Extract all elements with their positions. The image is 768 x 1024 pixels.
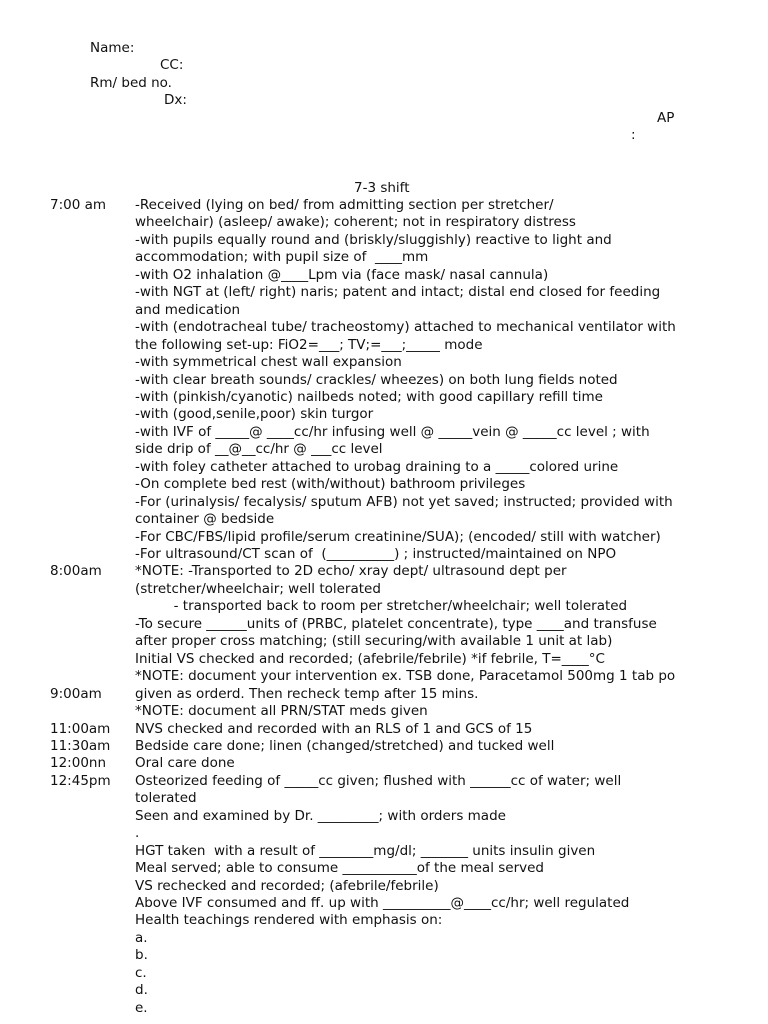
note-line: d. xyxy=(135,982,148,999)
note-line: Oral care done xyxy=(135,755,235,772)
note-line: side drip of __@__cc/hr @ ___cc level xyxy=(135,441,383,458)
room-bed-label: Rm/ bed no. xyxy=(90,75,172,91)
note-line: Osteorized feeding of _____cc given; flushed with ______cc of water; well xyxy=(135,772,622,789)
note-line: -with NGT at (left/ right) naris; patent and intact; distal end closed for feeding xyxy=(135,284,661,301)
note-line: b. xyxy=(135,947,148,964)
cc-label: CC: xyxy=(160,57,184,73)
note-line: -with O2 inhalation @____Lpm via (face mask/ nasal cannula) xyxy=(135,266,549,283)
note-line: -with symmetrical chest wall expansion xyxy=(135,354,402,371)
note-line: container @ bedside xyxy=(135,511,275,528)
note-line: Seen and examined by Dr. _________; with orders made xyxy=(135,807,506,824)
note-line: -To secure ______units of (PRBC, platelet concentrate), type ____and transfuse xyxy=(135,615,657,632)
time-label: 9:00am xyxy=(50,685,102,702)
note-line: -with (endotracheal tube/ tracheostomy) attached to mechanical ventilator with xyxy=(135,319,676,336)
note-line: -On complete bed rest (with/without) bathroom privileges xyxy=(135,476,526,493)
time-label: 8:00am xyxy=(50,563,102,580)
note-line: Initial VS checked and recorded; (afebrile/febrile) *if febrile, T=____°C xyxy=(135,650,605,667)
time-label: 12:45pm xyxy=(50,772,111,789)
shift-title: 7-3 shift xyxy=(354,180,410,196)
note-line: Health teachings rendered with emphasis on: xyxy=(135,912,443,929)
ap-label: AP xyxy=(657,110,675,126)
note-line: -with foley catheter attached to urobag draining to a _____colored urine xyxy=(135,458,619,475)
note-line: -with clear breath sounds/ crackles/ wheezes) on both lung fields noted xyxy=(135,371,618,388)
note-line: and medication xyxy=(135,301,241,318)
note-line: (stretcher/wheelchair; well tolerated xyxy=(135,580,381,597)
note-line: e. xyxy=(135,999,148,1016)
note-line: -For (urinalysis/ fecalysis/ sputum AFB) not yet saved; instructed; provided with xyxy=(135,493,673,510)
note-line: -with (pinkish/cyanotic) nailbeds noted; with good capillary refill time xyxy=(135,388,603,405)
note-line: after proper cross matching; (still securing/with available 1 unit at lab) xyxy=(135,633,613,650)
name-label: Name: xyxy=(90,40,135,56)
note-line: c. xyxy=(135,964,147,981)
time-label: 12:00nn xyxy=(50,755,107,772)
note-line: given as orderd. Then recheck temp after 15 mins. xyxy=(135,685,479,702)
note-line: *NOTE: document all PRN/STAT meds given xyxy=(135,703,428,720)
time-label: 11:00am xyxy=(50,720,111,737)
time-label: 7:00 am xyxy=(50,197,107,213)
note-line: -with IVF of _____@ ____cc/hr infusing well @ _____vein @ _____cc level ; with xyxy=(135,423,650,440)
note-line: a. xyxy=(135,929,148,946)
note-line: accommodation; with pupil size of ____mm xyxy=(135,249,429,266)
note-line: *NOTE: document your intervention ex. TSB done, Paracetamol 500mg 1 tab po xyxy=(135,668,676,685)
note-line: tolerated xyxy=(135,790,197,807)
note-line: Meal served; able to consume ___________of the meal served xyxy=(135,860,544,877)
note-line: VS rechecked and recorded; (afebrile/febrile) xyxy=(135,877,439,894)
note-line: -Received (lying on bed/ from admitting section per stretcher/ xyxy=(135,197,554,213)
note-line: HGT taken with a result of ________mg/dl; _______ units insulin given xyxy=(135,842,596,859)
note-line: wheelchair) (asleep/ awake); coherent; not in respiratory distress xyxy=(135,214,576,231)
note-line: *NOTE: -Transported to 2D echo/ xray dept/ ultrasound dept per xyxy=(135,563,567,580)
ap-colon: : xyxy=(631,127,636,143)
diagnosis-label: Dx: xyxy=(164,92,187,108)
note-line: Above IVF consumed and ff. up with __________@____cc/hr; well regulated xyxy=(135,895,630,911)
note-line: NVS checked and recorded with an RLS of 1 and GCS of 15 xyxy=(135,720,533,737)
note-line: . xyxy=(135,825,140,842)
note-line: - transported back to room per stretcher/wheelchair; well tolerated xyxy=(135,598,628,615)
note-line: the following set-up: FiO2=___; TV;=___;_____ mode xyxy=(135,336,483,353)
note-line: -with (good,senile,poor) skin turgor xyxy=(135,406,374,423)
note-line: -with pupils equally round and (briskly/sluggishly) reactive to light and xyxy=(135,231,612,248)
time-label: 11:30am xyxy=(50,737,111,754)
note-line: -For ultrasound/CT scan of (__________) ; instructed/maintained on NPO xyxy=(135,546,617,562)
note-line: -For CBC/FBS/lipid profile/serum creatinine/SUA); (encoded/ still with watcher) xyxy=(135,528,661,545)
note-line: Bedside care done; linen (changed/stretched) and tucked well xyxy=(135,737,555,754)
